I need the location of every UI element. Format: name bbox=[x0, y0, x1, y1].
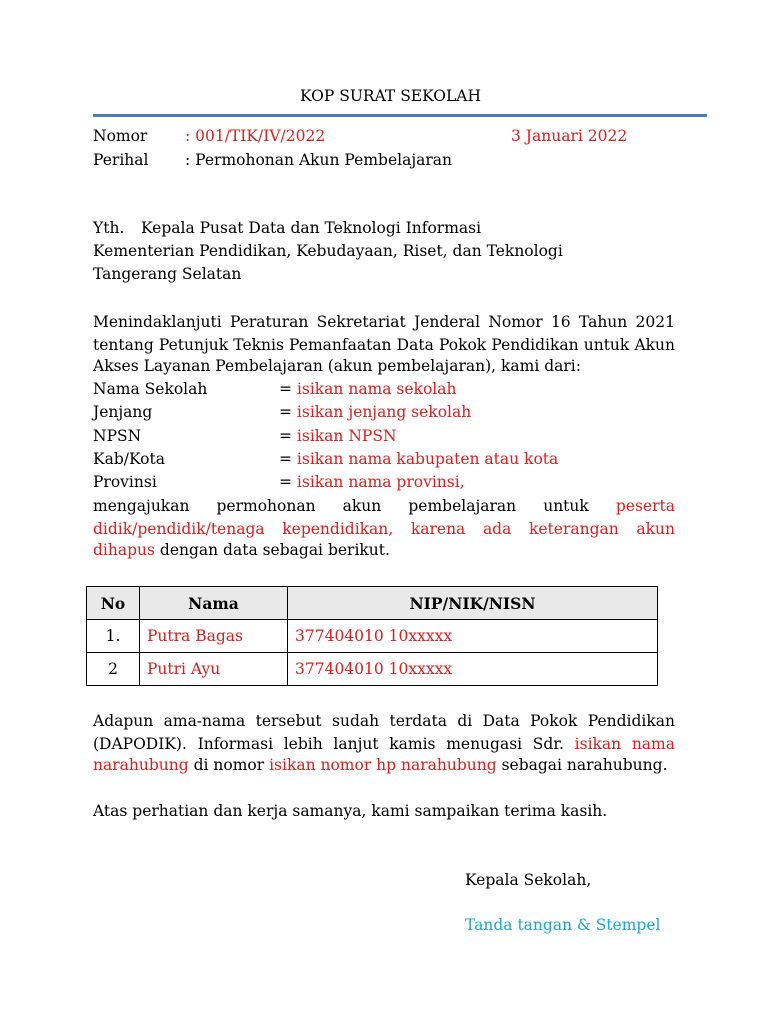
field-value-text: isikan nama provinsi, bbox=[296, 473, 465, 491]
perihal-label: Perihal bbox=[93, 151, 149, 169]
recipient-line-3: Tangerang Selatan bbox=[93, 265, 242, 283]
closing-highlight: isikan nomor hp narahubung bbox=[269, 756, 497, 774]
request-highlight: dihapus bbox=[93, 541, 155, 559]
field-label-npsn: NPSN bbox=[93, 427, 142, 445]
closing-text: (DAPODIK). Informasi lebih lanjut kamis menugasi Sdr. bbox=[93, 735, 564, 753]
table-cell-nama: Putra Bagas bbox=[140, 620, 288, 653]
request-text: mengajukan permohonan akun pembelajaran untuk bbox=[93, 497, 589, 515]
request-line-1 bbox=[93, 495, 675, 518]
table-row bbox=[87, 620, 658, 653]
field-value-kab-kota: = isikan nama kabupaten atau kota bbox=[279, 450, 559, 468]
table-cell-id: 377404010 10xxxxx bbox=[288, 620, 658, 653]
table-cell-id: 377404010 10xxxxx bbox=[288, 653, 658, 686]
field-label-nama-sekolah: Nama Sekolah bbox=[93, 380, 208, 398]
intro-line-3: Akses Layanan Pembelajaran (akun pembelajaran), kami dari: bbox=[93, 357, 581, 375]
field-value-text: isikan nama kabupaten atau kota bbox=[296, 450, 559, 468]
request-line-3 bbox=[93, 541, 390, 559]
closing-highlight: isikan nama bbox=[574, 735, 675, 753]
signature-title: Kepala Sekolah, bbox=[465, 871, 592, 889]
intro-line-2: tentang Petunjuk Teknis Pemanfaatan Data Pokok Pendidikan untuk Akun bbox=[93, 336, 675, 354]
request-line-2: didik/pendidik/tenaga kependidikan, karena ada keterangan akun bbox=[93, 520, 675, 538]
field-label-provinsi: Provinsi bbox=[93, 473, 157, 491]
field-value-text: isikan jenjang sekolah bbox=[296, 403, 472, 421]
recipient-table bbox=[86, 586, 658, 686]
field-value-text: isikan NPSN bbox=[296, 427, 397, 445]
perihal-value: : Permohonan Akun Pembelajaran bbox=[185, 151, 452, 169]
closing-highlight: narahubung bbox=[93, 756, 189, 774]
letterhead-title: KOP SURAT SEKOLAH bbox=[300, 87, 481, 105]
nomor-label: Nomor bbox=[93, 127, 148, 145]
request-text: dengan data sebagai berikut. bbox=[154, 541, 390, 559]
closing-line-3 bbox=[93, 756, 668, 774]
recipient-yth: Yth. bbox=[93, 219, 125, 237]
table-header-row bbox=[87, 587, 658, 620]
table-row bbox=[87, 653, 658, 686]
field-value-npsn: = isikan NPSN bbox=[279, 427, 397, 445]
table-cell-no: 1. bbox=[87, 620, 140, 653]
table-header-no: No bbox=[87, 587, 140, 620]
intro-line-1: Menindaklanjuti Peraturan Sekretariat Jenderal Nomor 16 Tahun 2021 bbox=[93, 313, 675, 331]
field-value-text: isikan nama sekolah bbox=[296, 380, 457, 398]
table-cell-nama: Putri Ayu bbox=[140, 653, 288, 686]
closing-line-1: Adapun ama-nama tersebut sudah terdata di Data Pokok Pendidikan bbox=[93, 712, 675, 730]
recipient-line-1: Kepala Pusat Data dan Teknologi Informasi bbox=[141, 219, 482, 237]
field-value-nama-sekolah: = isikan nama sekolah bbox=[279, 380, 457, 398]
field-value-jenjang: = isikan jenjang sekolah bbox=[279, 403, 472, 421]
field-value-provinsi: = isikan nama provinsi, bbox=[279, 473, 465, 491]
closing-line-2 bbox=[93, 733, 675, 756]
table-header-id: NIP/NIK/NISN bbox=[288, 587, 658, 620]
table-cell-no: 2 bbox=[87, 653, 140, 686]
letterhead-rule bbox=[93, 114, 707, 117]
field-label-jenjang: Jenjang bbox=[93, 403, 153, 421]
letter-date: 3 Januari 2022 bbox=[511, 127, 628, 145]
closing-thanks: Atas perhatian dan kerja samanya, kami sampaikan terima kasih. bbox=[93, 802, 608, 820]
field-label-kab-kota: Kab/Kota bbox=[93, 450, 165, 468]
signature-placeholder: Tanda tangan & Stempel bbox=[465, 916, 661, 934]
nomor-value: : 001/TIK/IV/2022 bbox=[185, 127, 326, 145]
request-highlight: peserta bbox=[615, 497, 675, 515]
closing-text: di nomor bbox=[188, 756, 270, 774]
closing-text: sebagai narahubung. bbox=[496, 756, 668, 774]
recipient-line-2: Kementerian Pendidikan, Kebudayaan, Riset, dan Teknologi bbox=[93, 242, 563, 260]
table-header-nama: Nama bbox=[140, 587, 288, 620]
